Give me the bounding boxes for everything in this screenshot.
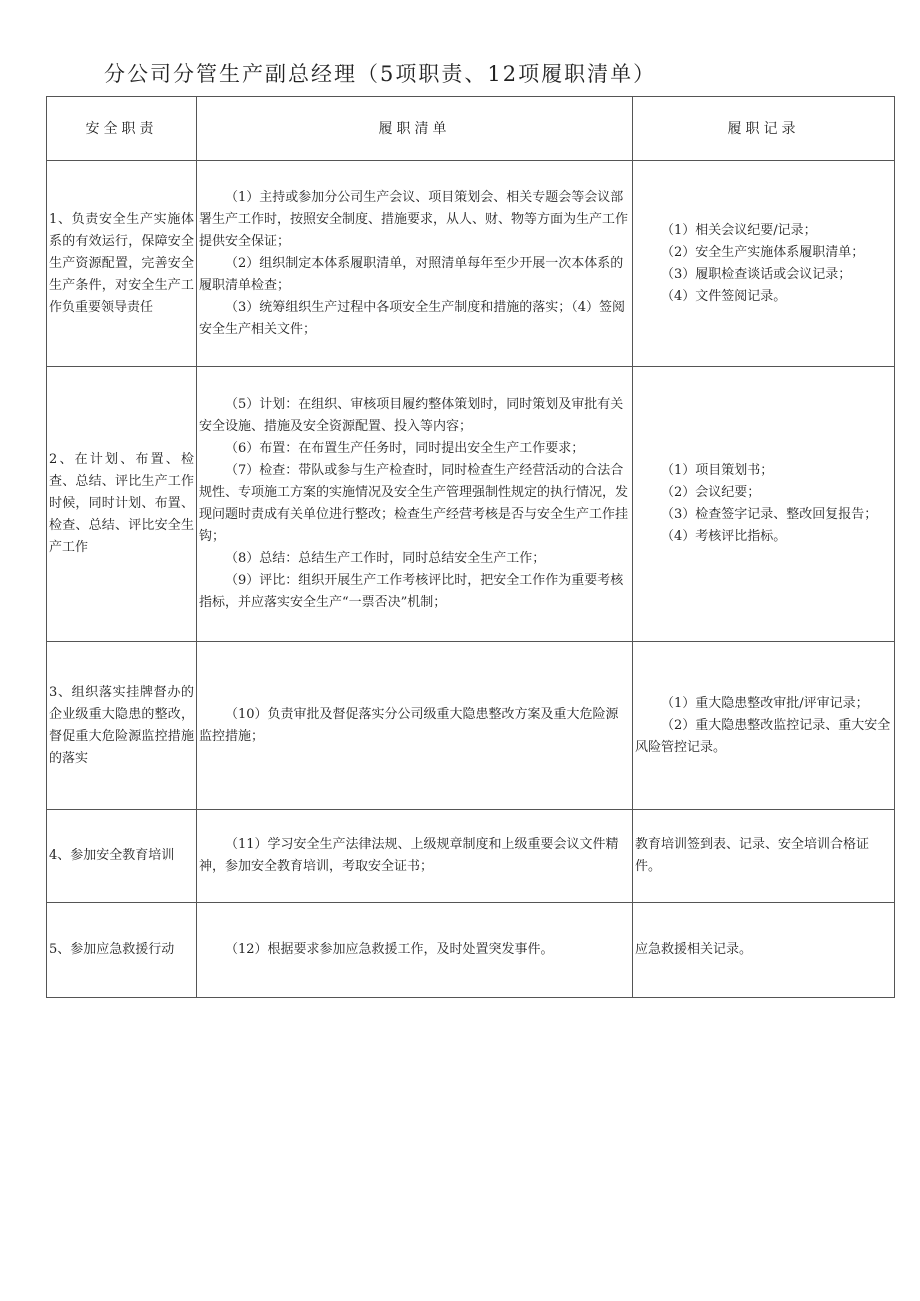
table-header-row xyxy=(47,97,895,161)
record-item: （4）考核评比指标。 xyxy=(661,529,787,544)
table-row xyxy=(47,642,895,810)
record-item: 应急救援相关记录。 xyxy=(635,942,753,957)
list-item: （10）负责审批及督促落实分公司级重大隐患整改方案及重大危险源监控措施； xyxy=(199,706,619,744)
list-item: （7）检查：带队或参与生产检查时，同时检查生产经营活动的合法合规性、专项施工方案的实施情况及安全生产管理强制性规定的执行情况，发现问题时责成有关单位进行整改；检查生产经营考核是否与安全生产工作挂钩； xyxy=(199,463,629,544)
list-item: （12）根据要求参加应急救援工作，及时处置突发事件。 xyxy=(225,942,554,957)
list-item: （2）组织制定本体系履职清单，对照清单每年至少开展一次本体系的履职清单检查； xyxy=(199,255,624,293)
table-row xyxy=(47,161,895,367)
list-item: （8）总结：总结生产工作时，同时总结安全生产工作； xyxy=(225,551,546,566)
record-item: 教育培训签到表、记录、安全培训合格证件。 xyxy=(635,837,870,874)
table-row xyxy=(47,903,895,998)
list-cell xyxy=(197,903,633,998)
record-cell xyxy=(633,642,895,810)
record-cell xyxy=(633,810,895,903)
list-item: （1）主持或参加分公司生产会议、项目策划会、相关专题会等会议部署生产工作时，按照安全制度、措施要求，从人、财、物等方面为生产工作提供安全保证； xyxy=(199,189,629,249)
list-item: （11）学习安全生产法律法规、上级规章制度和上级重要会议文件精神，参加安全教育培训，考取安全证书； xyxy=(199,837,619,874)
record-cell xyxy=(633,161,895,367)
record-item: （1）重大隐患整改审批/评审记录； xyxy=(661,695,869,711)
record-item: （3）履职检查谈话或会议记录； xyxy=(661,266,852,282)
record-item: （4）文件签阅记录。 xyxy=(661,288,787,304)
duty-cell: 1、负责安全生产实施体系的有效运行，保障安全生产资源配置，完善安全生产条件，对安全生产工作负重要领导责任 xyxy=(47,161,197,367)
record-item: （1）项目策划书； xyxy=(661,463,774,478)
record-cell xyxy=(633,367,895,642)
header-duty-list: 履职清单 xyxy=(197,97,633,161)
list-cell xyxy=(197,642,633,810)
list-item: （3）统筹组织生产过程中各项安全生产制度和措施的落实；（4）签阅安全生产相关文件； xyxy=(199,299,626,337)
list-item: （5）计划：在组织、审核项目履约整体策划时，同时策划及审批有关安全设施、措施及安全资源配置、投入等内容； xyxy=(199,397,624,434)
list-cell xyxy=(197,367,633,642)
list-cell xyxy=(197,161,633,367)
record-item: （1）相关会议纪要/记录； xyxy=(661,222,817,238)
record-cell xyxy=(633,903,895,998)
header-safety-duty: 安全职责 xyxy=(47,97,197,161)
record-item: （2）会议纪要； xyxy=(661,485,761,500)
duty-cell: 3、组织落实挂牌督办的企业级重大隐患的整改，督促重大危险源监控措施的落实 xyxy=(47,642,197,810)
duty-cell: 5、参加应急救援行动 xyxy=(47,903,197,998)
duty-cell: 4、参加安全教育培训 xyxy=(47,810,197,903)
list-cell xyxy=(197,810,633,903)
list-item: （6）布置：在布置生产任务时，同时提出安全生产工作要求； xyxy=(225,441,585,456)
page-title: 分公司分管生产副总经理（5项职责、12项履职清单） xyxy=(104,62,657,86)
table-row xyxy=(47,810,895,903)
record-item: （3）检查签字记录、整改回复报告； xyxy=(661,507,878,522)
table-row xyxy=(47,367,895,642)
duty-table xyxy=(46,96,895,998)
list-item: （9）评比：组织开展生产工作考核评比时，把安全工作作为重要考核指标，并应落实安全生产“一票否决”机制； xyxy=(199,573,624,610)
duty-cell: 2、在计划、布置、检查、总结、评比生产工作时候，同时计划、布置、检查、总结、评比安全生产工作 xyxy=(47,367,197,642)
header-duty-record: 履职记录 xyxy=(633,97,895,161)
record-item: （2）重大隐患整改监控记录、重大安全风险管控记录。 xyxy=(635,717,891,755)
record-item: （2）安全生产实施体系履职清单； xyxy=(661,244,865,260)
